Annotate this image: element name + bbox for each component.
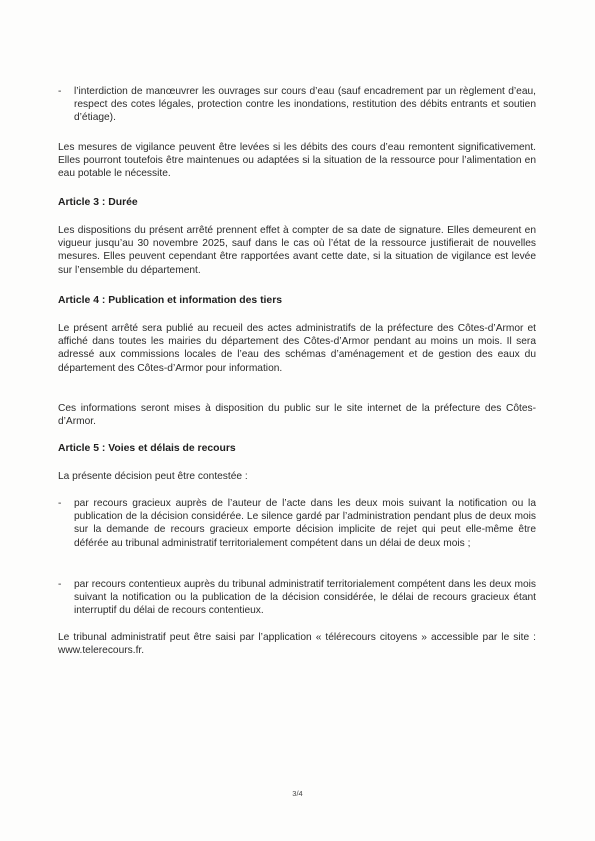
bullet-dash: - (58, 86, 62, 97)
bullet-item (58, 85, 536, 125)
article-4-text-2: Ces informations seront mises à disposition du public sur le site internet de la préfecture des Côtes-d’Armor. (58, 403, 536, 428)
page-number: 3/4 (292, 789, 303, 798)
article-3-text: Les dispositions du présent arrêté prennent effet à compter de sa date de signature. Elles demeurent en vigueur jusqu’au 30 novembre 2025, sauf dans le cas où l’état de la ressource justifierait de nouvelles mesures. Elles peuvent cependant être rapportées avant cette date, si la situation de vigilance est levée sur l’ensemble du département. (58, 225, 536, 276)
bullet-item (58, 497, 536, 550)
bullet-text: l’interdiction de manœuvrer les ouvrages sur cours d’eau (sauf encadrement par un règlement d’eau, respect des cotes légales, protection contre les inondations, restitution des débits entrants et soutien d’étiage). (74, 86, 536, 124)
article-4-text: Le présent arrêté sera publié au recueil des actes administratifs de la préfecture des Côtes-d’Armor et affiché dans toutes les mairies du département des Côtes-d’Armor pendant au moins un mois. Il sera adressé aux commissions locales de l’eau des schémas d’aménagement et de gestion des eaux du département des Côtes-d’Armor pour information. (58, 323, 536, 374)
bullet-item (58, 578, 536, 618)
article-5-intro: La présente décision peut être contestée : (58, 471, 248, 482)
article-5-final: Le tribunal administratif peut être saisi par l’application « télérecours citoyens » accessible par le site : www.telerecours.fr. (58, 632, 536, 657)
paragraph-vigilance: Les mesures de vigilance peuvent être levées si les débits des cours d’eau remontent significativement. Elles pourront toutefois être maintenues ou adaptées si la situation de la ressource pour l’alimentation en eau potable le nécessite. (58, 142, 536, 180)
bullet-text: par recours contentieux auprès du tribunal administratif territorialement compétent dans les deux mois suivant la notification ou la publication de la décision considérée, le délai de recours gracieux étant interruptif du délai de recours contentieux. (74, 579, 536, 617)
bullet-dash: - (58, 579, 62, 590)
article-3-heading: Article 3 : Durée (58, 197, 138, 208)
article-5-heading: Article 5 : Voies et délais de recours (58, 443, 236, 454)
bullet-text: par recours gracieux auprès de l’auteur de l’acte dans les deux mois suivant la notification ou la publication de la décision considérée. Le silence gardé par l’administration pendant plus de deux mois sur la demande de recours gracieux emporte décision implicite de rejet qui peut elle-même être déférée au tribunal administratif territorialement compétent dans un délai de deux mois ; (74, 498, 536, 549)
bullet-dash: - (58, 498, 62, 509)
article-4-heading: Article 4 : Publication et information des tiers (58, 295, 283, 306)
